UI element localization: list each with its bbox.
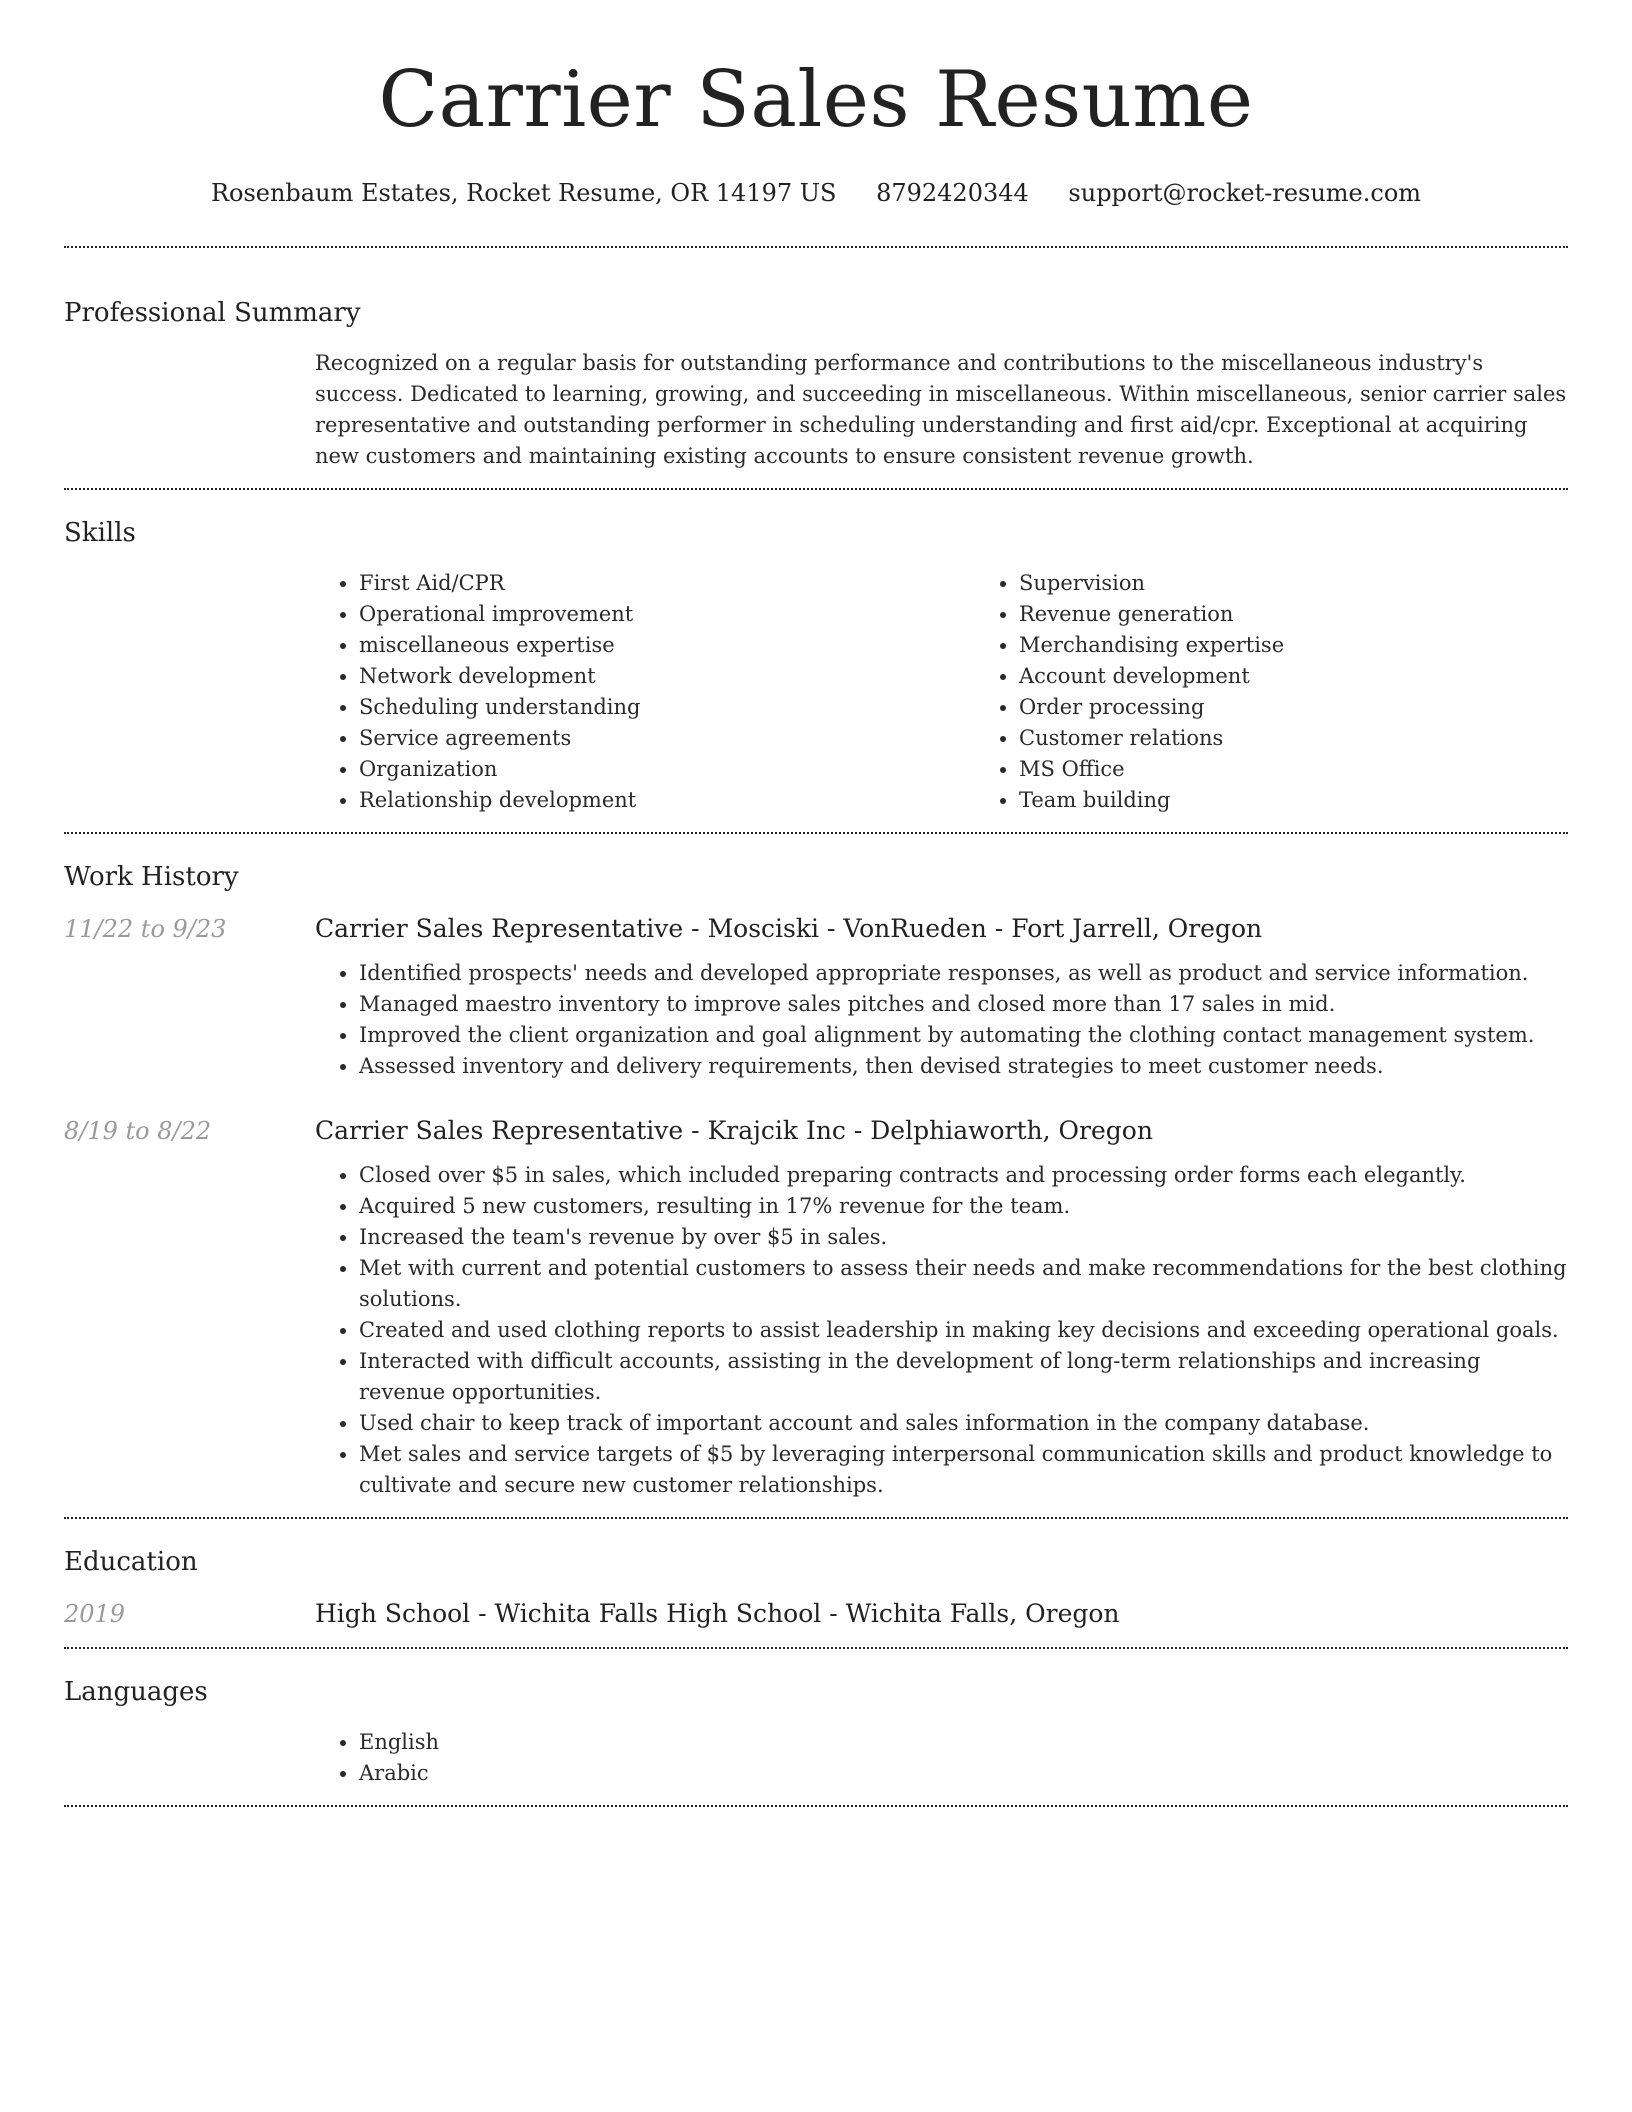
skill-item: • Revenue generation [1019, 599, 1632, 630]
contact-phone: 8792420344 [876, 179, 1029, 207]
job-bullets-row [64, 958, 1568, 1082]
job-bullet: • Interacted with difficult accounts, assisting in the development of long-term relationships and increasing revenue opportunities. [359, 1346, 1568, 1408]
job-header-row [64, 1114, 1568, 1148]
language-list [315, 1727, 1568, 1789]
languages-body [315, 1711, 1568, 1789]
education-section [64, 1519, 1568, 1647]
job-bullet: • Assessed inventory and delivery requirements, then devised strategies to meet customer needs. [359, 1051, 1568, 1082]
job-bullets-body [315, 958, 1568, 1082]
resume-title: Carrier Sales Resume [378, 55, 1254, 145]
skill-item: • Merchandising expertise [1019, 630, 1632, 661]
job-bullets-row [64, 1160, 1568, 1501]
work-history-section [64, 834, 1568, 1517]
job-bullet-list [315, 958, 1568, 1082]
skill-item: • Operational improvement [359, 599, 975, 630]
skills-grid [315, 568, 1632, 816]
skill-item: • First Aid/CPR [359, 568, 975, 599]
job-bullet: • Managed maestro inventory to improve sales pitches and closed more than 17 sales in mid. [359, 989, 1568, 1020]
skill-item: • Team building [1019, 785, 1632, 816]
job-bullet-list [315, 1160, 1568, 1501]
skill-item: • Order processing [1019, 692, 1632, 723]
section-title-summary: Professional Summary [64, 298, 361, 328]
skill-item: • Organization [359, 754, 975, 785]
contact-line [64, 176, 1568, 210]
job-bullets-body [315, 1160, 1568, 1501]
job-dates: 8/19 to 8/22 [64, 1117, 212, 1145]
job-bullet: • Identified prospects' needs and developed appropriate responses, as well as product and service information. [359, 958, 1568, 989]
skill-item: • Service agreements [359, 723, 975, 754]
skills-body [315, 552, 1632, 816]
skill-item: • Customer relations [1019, 723, 1632, 754]
skills-row [64, 552, 1568, 816]
education-entry: High School - Wichita Falls High School - Wichita Falls, Oregon [315, 1599, 1120, 1628]
job-bullet: • Used chair to keep track of important account and sales information in the company database. [359, 1408, 1568, 1439]
skill-item: • Relationship development [359, 785, 975, 816]
languages-section [64, 1649, 1568, 1805]
job-bullet: • Acquired 5 new customers, resulting in 17% revenue for the team. [359, 1191, 1568, 1222]
job-title: Carrier Sales Representative - Mosciski - VonRueden - Fort Jarrell, Oregon [315, 914, 1263, 943]
job-bullet: • Met with current and potential customers to assess their needs and make recommendations for the best clothing solutions. [359, 1253, 1568, 1315]
education-row [64, 1597, 1568, 1631]
skill-item: • Scheduling understanding [359, 692, 975, 723]
skill-item: • miscellaneous expertise [359, 630, 975, 661]
job-bullet: • Met sales and service targets of $5 by leveraging interpersonal communication skills and product knowledge to cultivate and secure new customer relationships. [359, 1439, 1568, 1501]
job-bullet: • Closed over $5 in sales, which included preparing contracts and processing order forms each elegantly. [359, 1160, 1568, 1191]
languages-row [64, 1711, 1568, 1789]
summary-text: Recognized on a regular basis for outstanding performance and contributions to the miscellaneous industry's success. Dedicated to learning, growing, and succeeding in miscellaneous. Within miscellaneous, senior carrier sales representative and outstanding performer in scheduling understanding and first aid/cpr. Exceptional at acquiring new customers and maintaining existing accounts to ensure consistent revenue growth. [315, 351, 1567, 468]
section-title-education: Education [64, 1547, 198, 1577]
resume-header [64, 0, 1568, 210]
education-year: 2019 [64, 1600, 126, 1628]
skill-item: • Account development [1019, 661, 1632, 692]
job-bullet: • Created and used clothing reports to assist leadership in making key decisions and exceeding operational goals. [359, 1315, 1568, 1346]
job-title: Carrier Sales Representative - Krajcik Inc - Delphiaworth, Oregon [315, 1116, 1153, 1145]
summary-row [64, 332, 1568, 472]
job-entry [64, 912, 1568, 1082]
skills-list-right [975, 568, 1632, 816]
job-entry [64, 1114, 1568, 1501]
language-item: • English [359, 1727, 1568, 1758]
skill-item: • MS Office [1019, 754, 1632, 785]
job-header-row [64, 912, 1568, 946]
job-dates: 11/22 to 9/23 [64, 915, 227, 943]
contact-address: Rosenbaum Estates, Rocket Resume, OR 14197 US [210, 179, 837, 207]
skill-item: • Supervision [1019, 568, 1632, 599]
language-item: • Arabic [359, 1758, 1568, 1789]
section-title-languages: Languages [64, 1677, 208, 1707]
section-divider [64, 1805, 1568, 1807]
summary-section [64, 248, 1568, 488]
section-title-skills: Skills [64, 518, 136, 548]
skills-list-left [315, 568, 975, 816]
contact-email: support@rocket-resume.com [1068, 179, 1422, 207]
summary-body [315, 332, 1568, 472]
skill-item: • Network development [359, 661, 975, 692]
section-title-work-history: Work History [64, 862, 239, 892]
job-bullet: • Increased the team's revenue by over $5 in sales. [359, 1222, 1568, 1253]
skills-section [64, 490, 1568, 832]
job-bullet: • Improved the client organization and goal alignment by automating the clothing contact management system. [359, 1020, 1568, 1051]
